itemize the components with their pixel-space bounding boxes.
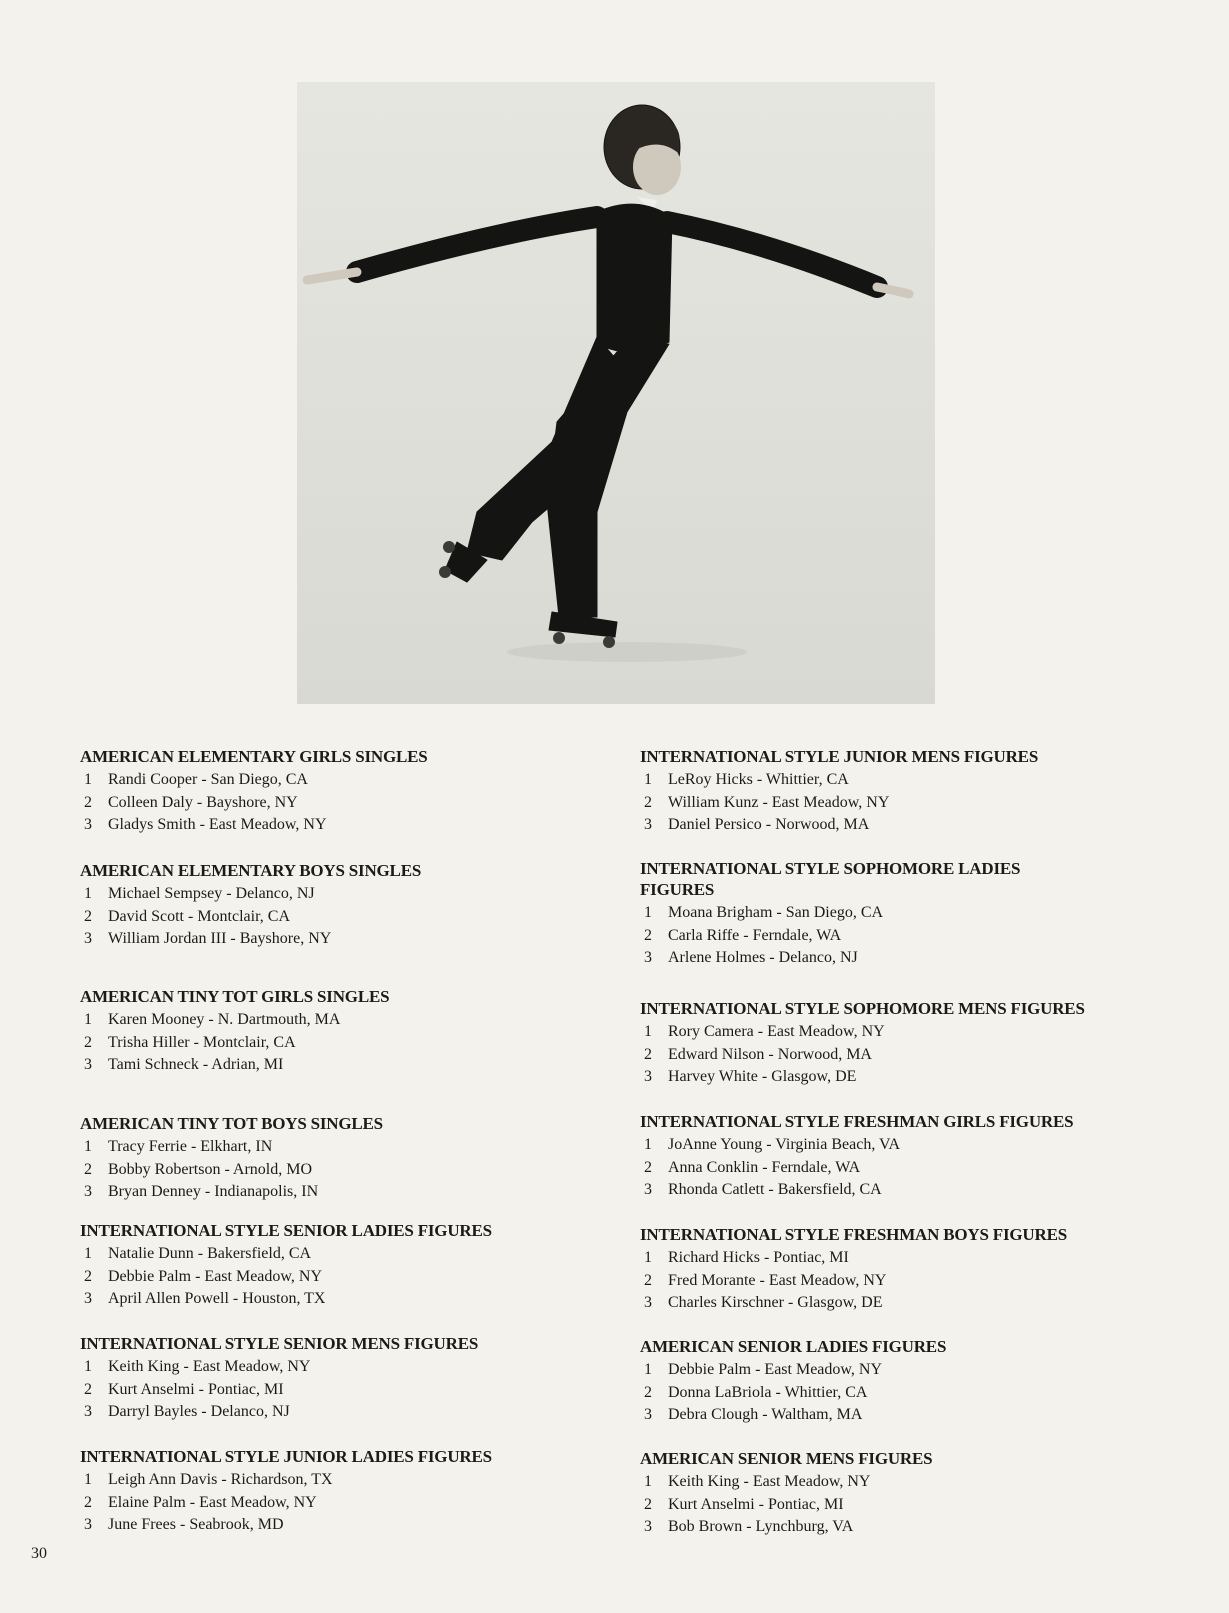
place-number: 2 <box>84 1380 92 1398</box>
event-american-tiny-tot-girls-singles <box>80 986 600 1077</box>
place-number: 3 <box>644 1181 652 1198</box>
event-international-sophomore-ladies-figures <box>640 858 1080 970</box>
place-number: 1 <box>84 1471 92 1488</box>
result-row <box>640 1179 1200 1202</box>
result-entry: Leigh Ann Davis - Richardson, TX <box>108 1471 333 1488</box>
event-title: AMERICAN SENIOR MENS FIGURES <box>640 1449 933 1468</box>
result-row <box>640 1157 1200 1180</box>
result-entry: Tracy Ferrie - Elkhart, IN <box>108 1138 273 1155</box>
event-title: INTERNATIONAL STYLE SENIOR MENS FIGURES <box>80 1334 479 1353</box>
place-number: 1 <box>84 885 92 902</box>
event-american-senior-ladies-figures <box>640 1336 1200 1427</box>
result-row <box>80 1136 600 1159</box>
result-entry: Gladys Smith - East Meadow, NY <box>108 816 327 833</box>
place-number: 2 <box>644 1383 652 1401</box>
result-row <box>640 1382 1200 1405</box>
event-international-freshman-boys-figures <box>640 1224 1200 1315</box>
place-number: 3 <box>84 1403 92 1420</box>
result-entry: David Scott - Montclair, CA <box>108 907 290 925</box>
event-international-sophomore-mens-figures <box>640 998 1200 1089</box>
result-entry: Carla Riffe - Ferndale, WA <box>668 926 842 944</box>
result-row <box>80 906 600 929</box>
result-row <box>640 792 1200 815</box>
result-row <box>80 1159 600 1182</box>
event-title: INTERNATIONAL STYLE FRESHMAN BOYS FIGURES <box>640 1225 1067 1244</box>
result-row <box>80 1243 600 1266</box>
result-row <box>640 814 1200 837</box>
event-american-senior-mens-figures <box>640 1448 1200 1539</box>
result-entry: Colleen Daly - Bayshore, NY <box>108 793 298 811</box>
result-row <box>80 1401 600 1424</box>
place-number: 3 <box>644 1406 652 1423</box>
result-row <box>640 947 1080 970</box>
skater-illustration <box>297 82 935 704</box>
place-number: 1 <box>84 1245 92 1262</box>
result-entry: Trisha Hiller - Montclair, CA <box>108 1033 296 1051</box>
result-entry: JoAnne Young - Virginia Beach, VA <box>668 1136 901 1153</box>
place-number: 2 <box>644 1495 652 1513</box>
event-title: INTERNATIONAL STYLE SOPHOMORE LADIES FIGURES <box>640 859 1021 899</box>
result-entry: Edward Nilson - Norwood, MA <box>668 1045 872 1063</box>
result-entry: Natalie Dunn - Bakersfield, CA <box>108 1245 312 1262</box>
place-number: 3 <box>644 949 652 966</box>
result-row <box>80 1032 600 1055</box>
result-row <box>80 1181 600 1204</box>
result-row <box>640 1134 1200 1157</box>
place-number: 3 <box>644 1518 652 1535</box>
result-entry: William Jordan III - Bayshore, NY <box>108 930 332 947</box>
result-row <box>640 769 1200 792</box>
result-row <box>80 1492 600 1515</box>
event-american-elementary-boys-singles <box>80 860 600 951</box>
result-row <box>80 1514 600 1537</box>
result-row <box>640 902 1080 925</box>
result-row <box>80 1288 600 1311</box>
result-entry: Michael Sempsey - Delanco, NJ <box>108 885 315 902</box>
place-number: 2 <box>84 1267 92 1285</box>
result-row <box>80 1009 600 1032</box>
place-number: 2 <box>644 1271 652 1289</box>
event-title: INTERNATIONAL STYLE FRESHMAN GIRLS FIGURES <box>640 1112 1074 1131</box>
event-international-senior-mens-figures <box>80 1333 600 1424</box>
result-entry: LeRoy Hicks - Whittier, CA <box>668 771 849 788</box>
result-entry: Rory Camera - East Meadow, NY <box>668 1023 885 1040</box>
result-row <box>80 883 600 906</box>
result-entry: Charles Kirschner - Glasgow, DE <box>668 1294 883 1311</box>
place-number: 2 <box>644 1045 652 1063</box>
place-number: 1 <box>644 1361 652 1378</box>
result-row <box>640 1471 1200 1494</box>
skater-photo <box>297 82 935 704</box>
result-entry: June Frees - Seabrook, MD <box>108 1516 284 1533</box>
event-title: INTERNATIONAL STYLE JUNIOR MENS FIGURES <box>640 747 1039 766</box>
result-row <box>80 814 600 837</box>
result-entry: Tami Schneck - Adrian, MI <box>108 1056 284 1073</box>
result-entry: Anna Conklin - Ferndale, WA <box>668 1158 861 1176</box>
place-number: 2 <box>644 926 652 944</box>
event-american-elementary-girls-singles <box>80 746 600 837</box>
result-entry: Bryan Denney - Indianapolis, IN <box>108 1183 319 1200</box>
result-entry: Fred Morante - East Meadow, NY <box>668 1271 887 1289</box>
result-entry: Daniel Persico - Norwood, MA <box>668 816 870 833</box>
place-number: 1 <box>84 771 92 788</box>
result-row <box>80 928 600 951</box>
place-number: 2 <box>84 907 92 925</box>
place-number: 1 <box>644 904 652 921</box>
place-number: 1 <box>84 1011 92 1028</box>
result-row <box>640 1404 1200 1427</box>
result-row <box>80 1266 600 1289</box>
result-entry: Debra Clough - Waltham, MA <box>668 1406 863 1423</box>
result-entry: Donna LaBriola - Whittier, CA <box>668 1383 868 1401</box>
place-number: 2 <box>84 793 92 811</box>
result-entry: April Allen Powell - Houston, TX <box>108 1290 326 1307</box>
place-number: 3 <box>84 1290 92 1307</box>
place-number: 3 <box>84 1516 92 1533</box>
result-row <box>640 1359 1200 1382</box>
result-entry: Moana Brigham - San Diego, CA <box>668 904 884 921</box>
event-american-tiny-tot-boys-singles <box>80 1113 600 1204</box>
event-title: AMERICAN TINY TOT BOYS SINGLES <box>80 1114 383 1133</box>
result-row <box>640 1494 1200 1517</box>
result-entry: Harvey White - Glasgow, DE <box>668 1068 857 1085</box>
event-title: INTERNATIONAL STYLE JUNIOR LADIES FIGURES <box>80 1447 492 1466</box>
result-row <box>640 1270 1200 1293</box>
result-row <box>80 1356 600 1379</box>
event-international-junior-mens-figures <box>640 746 1200 837</box>
event-title: AMERICAN SENIOR LADIES FIGURES <box>640 1337 947 1356</box>
place-number: 1 <box>84 1358 92 1375</box>
event-title: INTERNATIONAL STYLE SENIOR LADIES FIGURES <box>80 1221 492 1240</box>
result-row <box>640 1021 1200 1044</box>
result-entry: Debbie Palm - East Meadow, NY <box>668 1361 883 1378</box>
event-title: AMERICAN ELEMENTARY BOYS SINGLES <box>80 861 422 880</box>
result-row <box>640 1247 1200 1270</box>
result-entry: Elaine Palm - East Meadow, NY <box>108 1493 317 1511</box>
event-title: AMERICAN TINY TOT GIRLS SINGLES <box>80 987 390 1006</box>
place-number: 3 <box>84 1056 92 1073</box>
place-number: 1 <box>644 1473 652 1490</box>
result-row <box>80 792 600 815</box>
result-entry: Kurt Anselmi - Pontiac, MI <box>668 1495 844 1513</box>
result-entry: Rhonda Catlett - Bakersfield, CA <box>668 1181 882 1198</box>
place-number: 1 <box>644 1023 652 1040</box>
result-entry: Randi Cooper - San Diego, CA <box>108 771 308 788</box>
result-row <box>640 1066 1200 1089</box>
place-number: 3 <box>644 816 652 833</box>
result-entry: Keith King - East Meadow, NY <box>668 1473 871 1490</box>
place-number: 2 <box>644 793 652 811</box>
result-row <box>80 1469 600 1492</box>
result-entry: Arlene Holmes - Delanco, NJ <box>668 949 858 966</box>
result-row <box>640 1292 1200 1315</box>
result-entry: Darryl Bayles - Delanco, NJ <box>108 1403 290 1420</box>
result-entry: Bobby Robertson - Arnold, MO <box>108 1160 312 1178</box>
result-row <box>640 1044 1200 1067</box>
page-number: 30 <box>31 1545 47 1562</box>
result-row <box>80 769 600 792</box>
result-entry: Kurt Anselmi - Pontiac, MI <box>108 1380 284 1398</box>
result-entry: Bob Brown - Lynchburg, VA <box>668 1518 854 1535</box>
result-row <box>640 925 1080 948</box>
place-number: 2 <box>84 1493 92 1511</box>
result-row <box>80 1379 600 1402</box>
place-number: 3 <box>84 1183 92 1200</box>
result-row <box>640 1516 1200 1539</box>
place-number: 2 <box>644 1158 652 1176</box>
place-number: 1 <box>644 1249 652 1266</box>
event-international-senior-ladies-figures <box>80 1220 600 1311</box>
event-international-junior-ladies-figures <box>80 1446 600 1537</box>
result-row <box>80 1054 600 1077</box>
place-number: 1 <box>644 1136 652 1153</box>
event-title: AMERICAN ELEMENTARY GIRLS SINGLES <box>80 747 428 766</box>
result-entry: Karen Mooney - N. Dartmouth, MA <box>108 1011 341 1028</box>
event-international-freshman-girls-figures <box>640 1111 1200 1202</box>
result-entry: William Kunz - East Meadow, NY <box>668 793 890 811</box>
place-number: 2 <box>84 1033 92 1051</box>
place-number: 3 <box>644 1294 652 1311</box>
event-title: INTERNATIONAL STYLE SOPHOMORE MENS FIGURES <box>640 999 1085 1018</box>
place-number: 3 <box>84 930 92 947</box>
place-number: 1 <box>84 1138 92 1155</box>
place-number: 1 <box>644 771 652 788</box>
place-number: 2 <box>84 1160 92 1178</box>
result-entry: Richard Hicks - Pontiac, MI <box>668 1249 849 1266</box>
result-entry: Debbie Palm - East Meadow, NY <box>108 1267 323 1285</box>
place-number: 3 <box>84 816 92 833</box>
result-entry: Keith King - East Meadow, NY <box>108 1358 311 1375</box>
place-number: 3 <box>644 1068 652 1085</box>
